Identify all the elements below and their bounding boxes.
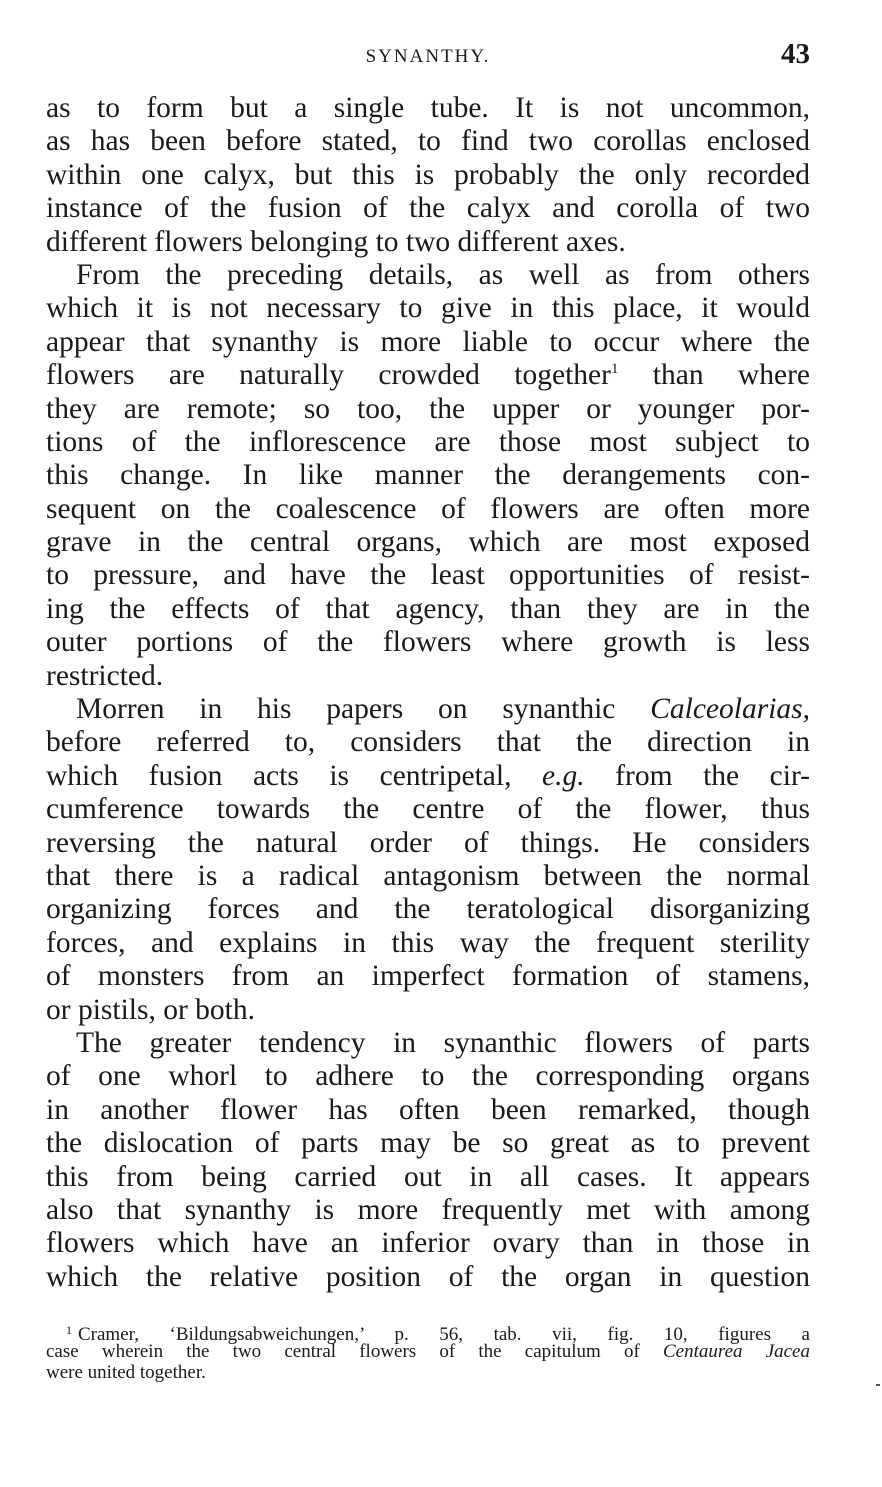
text-line: [46, 760, 810, 793]
text-line: or pistils, or both.: [46, 993, 255, 1026]
text-line: forces, and explains in this way the frequent sterility: [46, 926, 810, 959]
text-line: sequent on the coalescence of flowers are often more: [46, 492, 810, 525]
text-line: that there is a radical antagonism between the normal: [46, 859, 810, 892]
text-line: [46, 693, 810, 726]
text-line: cumference towards the centre of the flower, thus: [46, 793, 810, 826]
running-head: [46, 38, 810, 78]
text-segment: from the cir-: [615, 759, 811, 792]
text-segment: case wherein the two central flowers of the capitulum of: [46, 1341, 640, 1362]
footnote-line: [46, 1320, 810, 1345]
italic-abbreviation: e.g.: [542, 759, 585, 792]
footnote-line: were united together.: [46, 1362, 206, 1383]
footnote-marker: 1: [66, 1323, 72, 1337]
text-line: which it is not necessary to give in this place, it would: [46, 292, 810, 325]
text-line: this from being carried out in all cases. It appears: [46, 1160, 810, 1193]
text-line: The greater tendency in synanthic flowers of parts: [76, 1026, 810, 1059]
text-line-with-footnote: [46, 359, 810, 392]
text-line: different flowers belonging to two different axes.: [46, 225, 626, 258]
text-line: in another flower has often been remarked, though: [46, 1093, 810, 1126]
text-line: From the preceding details, as well as from others: [76, 258, 810, 291]
text-line: restricted.: [46, 659, 164, 692]
footnote: [46, 1320, 810, 1383]
text-line: tions of the inflorescence are those most subject to: [46, 425, 810, 458]
text-line: as has been before stated, to find two corollas enclosed: [46, 125, 810, 158]
text-line: organizing forces and the teratological disorganizing: [46, 893, 810, 926]
text-line: outer portions of the flowers where growth is less: [46, 626, 810, 659]
print-speck: [876, 1384, 880, 1386]
text-line: also that synanthy is more frequently met with among: [46, 1193, 810, 1226]
text-segment: than where: [652, 359, 810, 392]
text-line: which the relative position of the organ in question: [46, 1260, 810, 1293]
footnote-reference: 1: [610, 361, 619, 378]
text-line: within one calyx, but this is probably the only recorded: [46, 158, 810, 191]
text-line: as to form but a single tube. It is not uncommon,: [46, 92, 810, 124]
text-line: flowers which have an inferior ovary than in those in: [46, 1227, 810, 1260]
text-line: ing the effects of that agency, than they are in the: [46, 592, 810, 625]
footnote-line: [46, 1341, 810, 1362]
text-line: grave in the central organs, which are most exposed: [46, 526, 810, 559]
text-line: of one whorl to adhere to the corresponding organs: [46, 1060, 810, 1093]
text-segment: Morren in his papers on synanthic: [76, 693, 616, 726]
page-number: 43: [781, 38, 810, 70]
text-segment: which fusion acts is centripetal,: [46, 759, 512, 792]
text-line: to pressure, and have the least opportunities of resist-: [46, 559, 810, 592]
text-line: before referred to, considers that the direction in: [46, 726, 810, 759]
text-line: the dislocation of parts may be so great as to prevent: [46, 1127, 810, 1160]
text-line: instance of the fusion of the calyx and corolla of two: [46, 192, 810, 225]
text-line: reversing the natural order of things. He considers: [46, 826, 810, 859]
text-line: of monsters from an imperfect formation of stamens,: [46, 960, 810, 993]
text-segment: Cramer, ‘Bildungsabweichungen,’ p. 56, tab. vii, fig. 10, figures a: [78, 1324, 810, 1345]
text-line: they are remote; so too, the upper or younger por-: [46, 392, 810, 425]
body-text: [46, 92, 810, 1294]
text-line: this change. In like manner the derangements con-: [46, 459, 810, 492]
text-line: appear that synanthy is more liable to occur where the: [46, 325, 810, 358]
italic-species-name: Centaurea Jacea: [663, 1341, 810, 1362]
text-segment: flowers are naturally crowded together: [46, 359, 611, 392]
italic-term: Calceolarias,: [650, 693, 811, 726]
running-title: SYNANTHY.: [365, 46, 491, 67]
